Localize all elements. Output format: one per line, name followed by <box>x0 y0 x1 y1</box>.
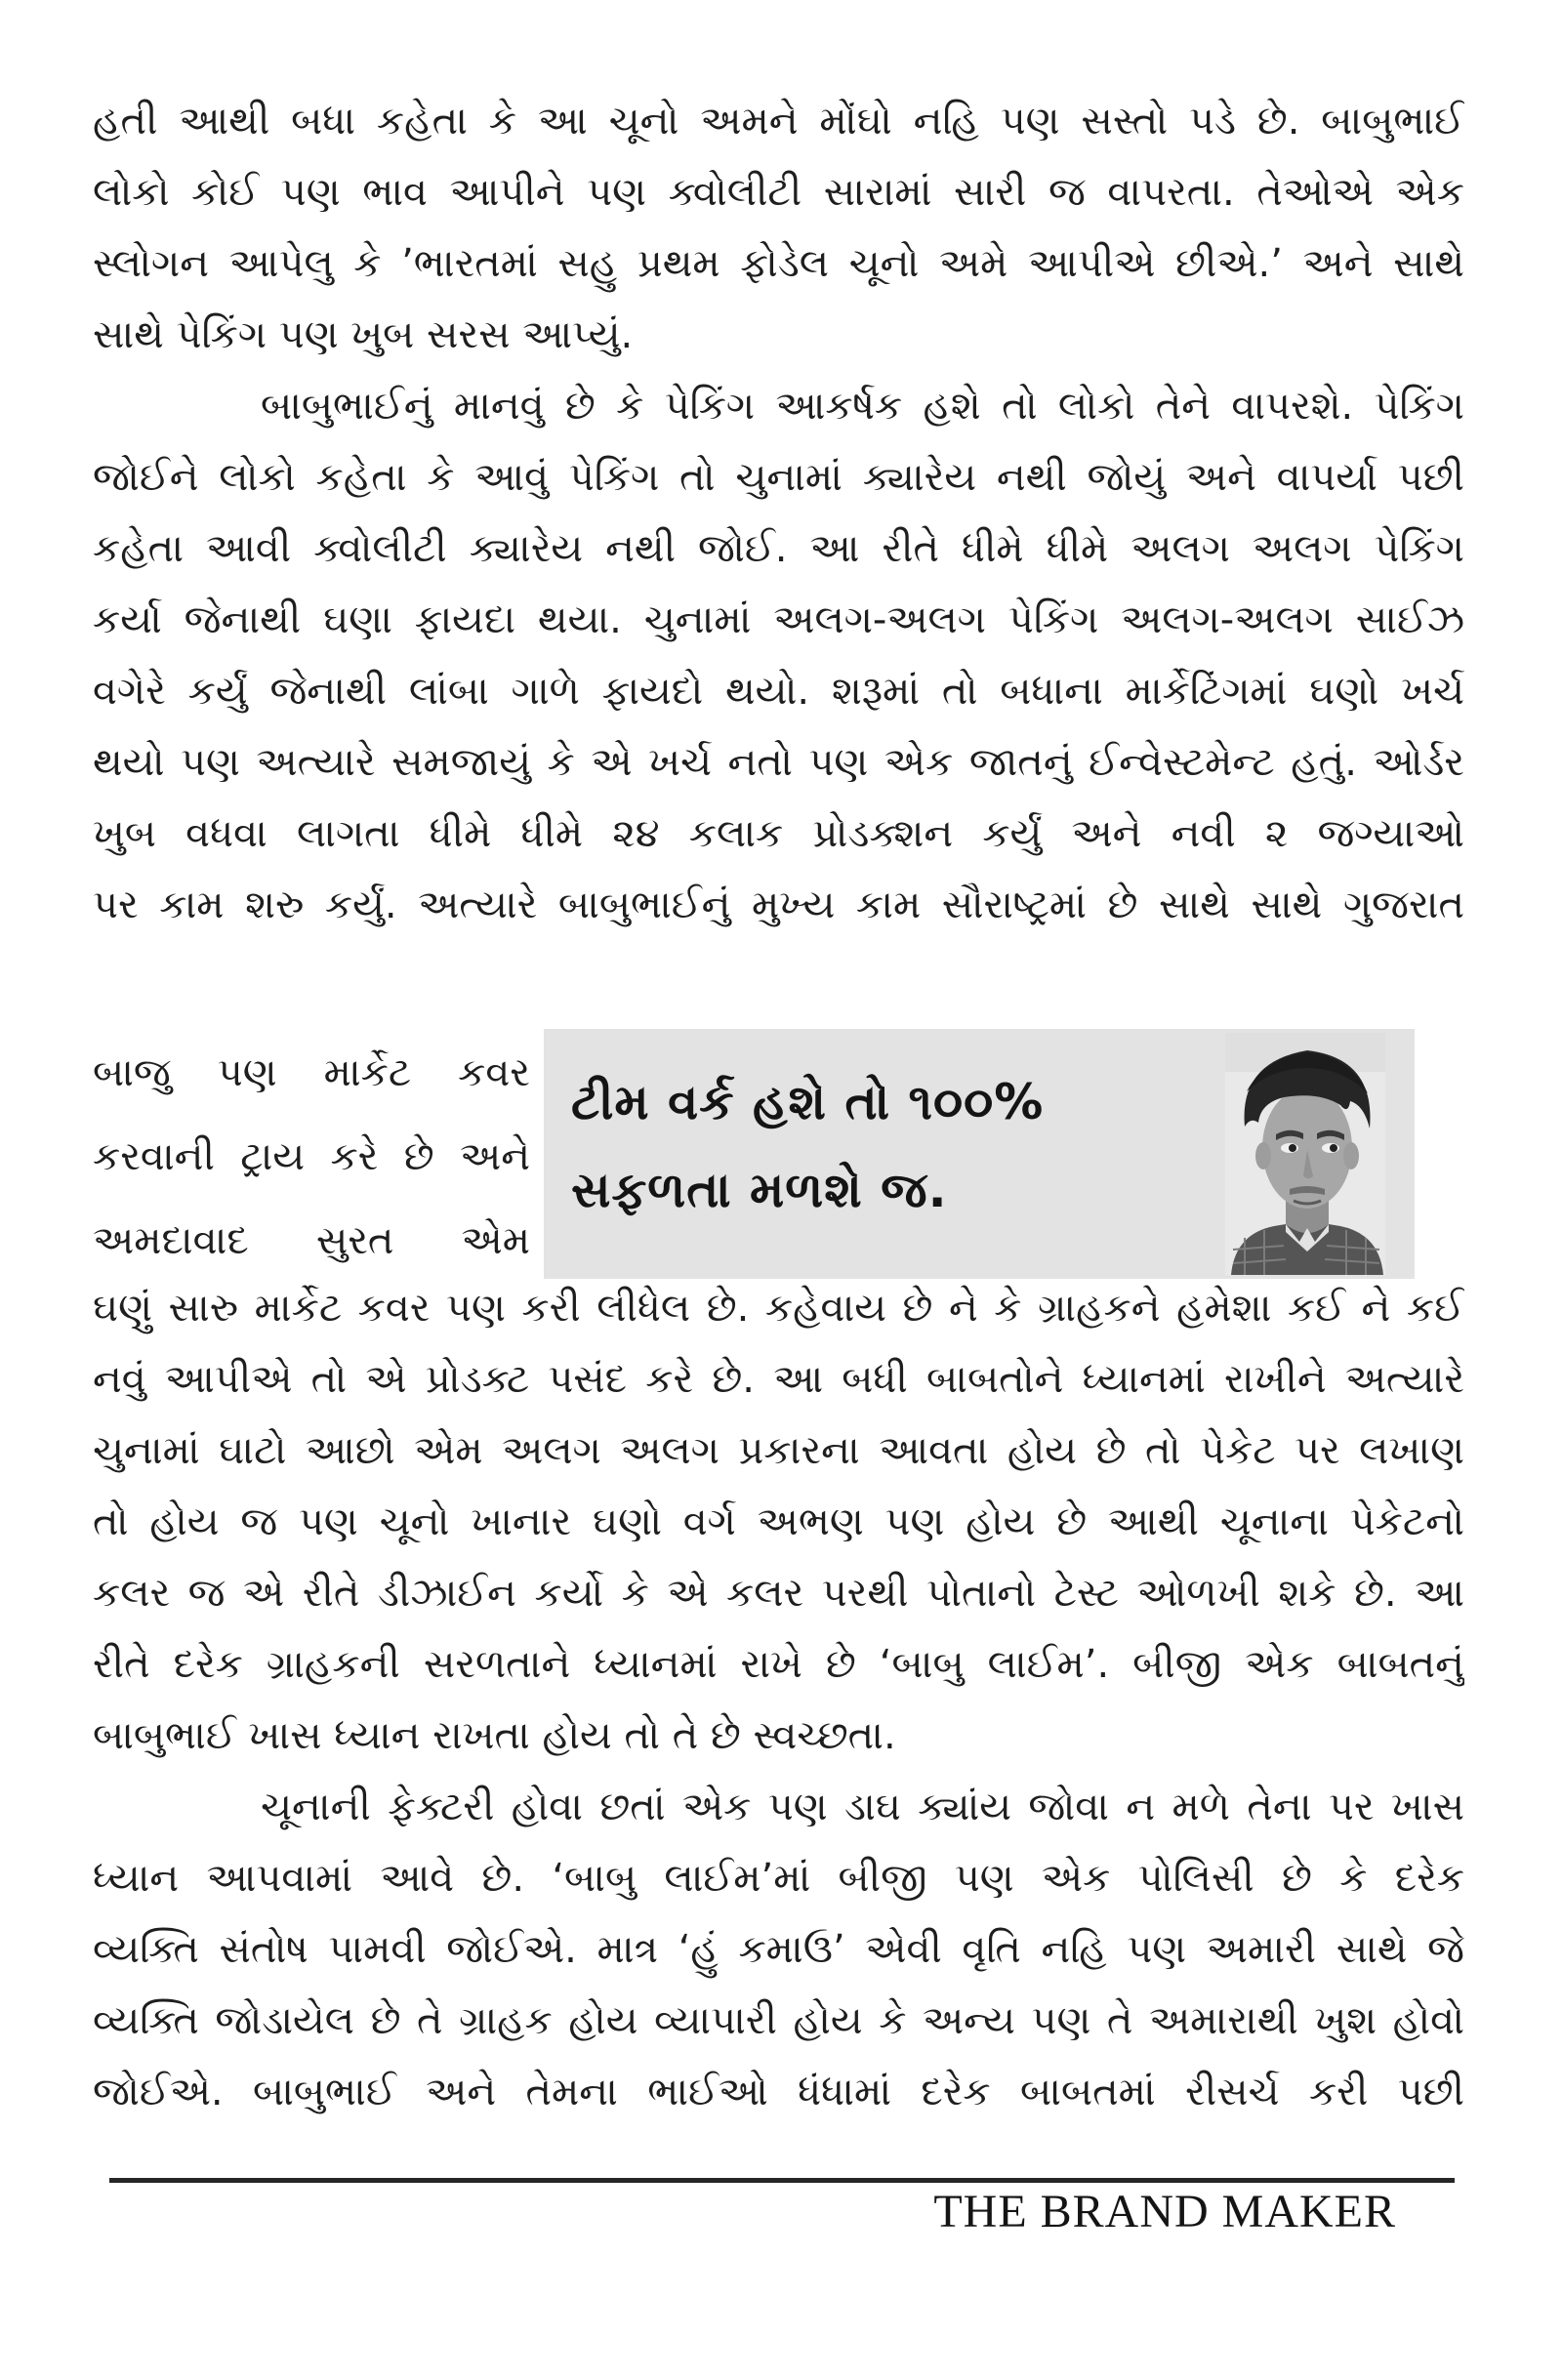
narrow-text-column <box>93 1031 530 1283</box>
text-line: ચૂનાની ફેક્ટરી હોવા છતાં એક પણ ડાઘ ક્યાંય જોવા ન મળે તેના પર ખાસ <box>261 1785 1464 1829</box>
footer-brand-title: THE BRAND MAKER <box>933 2186 1396 2237</box>
text-line: નવું આપીએ તો એ પ્રોડક્ટ પસંદ કરે છે. આ બધી બાબતોને ધ્યાનમાં રાખીને અત્યારે <box>93 1357 1464 1402</box>
text-line: અમદાવાદ સુરત એમ <box>93 1218 530 1263</box>
text-line: કલર જ એ રીતે ડીઝાઈન કર્યો કે એ કલર પરથી પોતાનો ટેસ્ટ ઓળખી શકે છે. આ <box>93 1571 1464 1616</box>
text-line: જોઈને લોકો કહેતા કે આવું પેકિંગ તો ચુનામાં ક્યારેય નથી જોયું અને વાપર્યા પછી <box>93 455 1464 500</box>
paragraph-3 <box>93 1772 1464 2128</box>
text-line: ઘણું સારુ માર્કેટ કવર પણ કરી લીધેલ છે. કહેવાય છે ને કે ગ્રાહકને હમેશા કઈ ને કઈ <box>93 1286 1464 1331</box>
text-line: લોકો કોઈ પણ ભાવ આપીને પણ ક્વોલીટી સારામાં સારી જ વાપરતા. તેઓએ એક <box>93 170 1464 215</box>
text-line: કહેતા આવી ક્વોલીટી ક્યારેય નથી જોઈ. આ રીતે ધીમે ધીમે અલગ અલગ પેકિંગ <box>93 526 1464 571</box>
text-line: સાથે પેકિંગ પણ ખુબ સરસ આપ્યું. <box>93 312 634 357</box>
text-line: બાબુભાઈનું માનવું છે કે પેકિંગ આકર્ષક હશે તો લોકો તેને વાપરશે. પેકિંગ <box>261 384 1464 429</box>
text-line: વ્યક્તિ જોડાયેલ છે તે ગ્રાહક હોય વ્યાપારી હોય કે અન્ય પણ તે અમારાથી ખુશ હોવો <box>93 1998 1464 2043</box>
text-line: ચુનામાં ઘાટો આછો એમ અલગ અલગ પ્રકારના આવતા હોય છે તો પેકેટ પર લખાણ <box>93 1428 1464 1473</box>
text-line: બાજુ પણ માર્કેટ કવર <box>93 1050 530 1095</box>
text-line: સ્લોગન આપેલુ કે ’ભારતમાં સહુ પ્રથમ ફોડેલ ચૂનો અમે આપીએ છીએ.’ અને સાથે <box>93 241 1464 286</box>
text-line: રીતે દરેક ગ્રાહકની સરળતાને ધ્યાનમાં રાખે છે ‘બાબુ લાઈમ’. બીજી એક બાબતનું <box>93 1642 1464 1687</box>
footer-divider <box>109 2178 1455 2183</box>
text-line: હતી આથી બધા કહેતા કે આ ચૂનો અમને મોંઘો નહિ પણ સસ્તો પડે છે. બાબુભાઈ <box>93 99 1464 144</box>
pullquote-section <box>93 941 1464 1273</box>
text-line: વ્યક્તિ સંતોષ પામવી જોઈએ. માત્ર ‘હું કમાઉ’ એવી વૃતિ નહિ પણ અમારી સાથે જે <box>93 1927 1464 1972</box>
portrait-photo <box>1225 1033 1385 1275</box>
text-line: તો હોય જ પણ ચૂનો ખાનાર ઘણો વર્ગ અભણ પણ હોય છે આથી ચૂનાના પેકેટનો <box>93 1499 1464 1544</box>
pullquote-box <box>544 1029 1415 1279</box>
paragraph-1 <box>93 86 1464 371</box>
text-line: ખુબ વધવા લાગતા ધીમે ધીમે ૨૪ કલાક પ્રોડક્શન કર્યું અને નવી ૨ જગ્યાઓ <box>93 811 1464 856</box>
text-line: થયો પણ અત્યારે સમજાયું કે એ ખર્ચ નતો પણ એક જાતનું ઈન્વેસ્ટમેન્ટ હતું. ઓર્ડર <box>93 740 1464 785</box>
text-line: બાબુભાઈ ખાસ ધ્યાન રાખતા હોય તો તે છે સ્વચ્છતા. <box>93 1713 896 1758</box>
text-line: ધ્યાન આપવામાં આવે છે. ‘બાબુ લાઈમ’માં બીજી પણ એક પોલિસી છે કે દરેક <box>93 1856 1464 1901</box>
pullquote-line-1: ટીમ વર્ક હશે તો ૧૦૦% <box>571 1074 1045 1130</box>
article-body <box>93 86 1464 2128</box>
pullquote-line-2: સફળતા મળશે જ. <box>571 1162 948 1218</box>
text-line: પર કામ શરુ કર્યું. અત્યારે બાબુભાઈનું મુખ્ય કામ સૌરાષ્ટ્રમાં છે સાથે સાથે ગુજરાત <box>93 882 1464 927</box>
paragraph-2-continued <box>93 1273 1464 1772</box>
pullquote-text <box>571 1058 1190 1234</box>
text-line: જોઈએ. બાબુભાઈ અને તેમના ભાઈઓ ધંધામાં દરેક બાબતમાં રીસર્ચ કરી પછી <box>93 2070 1464 2114</box>
text-line: વગેરે કર્યું જેનાથી લાંબા ગાળે ફાયદો થયો. શરૂમાં તો બધાના માર્કેટિંગમાં ઘણો ખર્ચ <box>93 669 1464 714</box>
text-line: કર્યા જેનાથી ઘણા ફાયદા થયા. ચુનામાં અલગ-અલગ પેકિંગ અલગ-અલગ સાઈઝ <box>93 597 1464 642</box>
paragraph-2 <box>93 371 1464 941</box>
text-line: કરવાની ટ્રાય કરે છે અને <box>93 1134 530 1179</box>
